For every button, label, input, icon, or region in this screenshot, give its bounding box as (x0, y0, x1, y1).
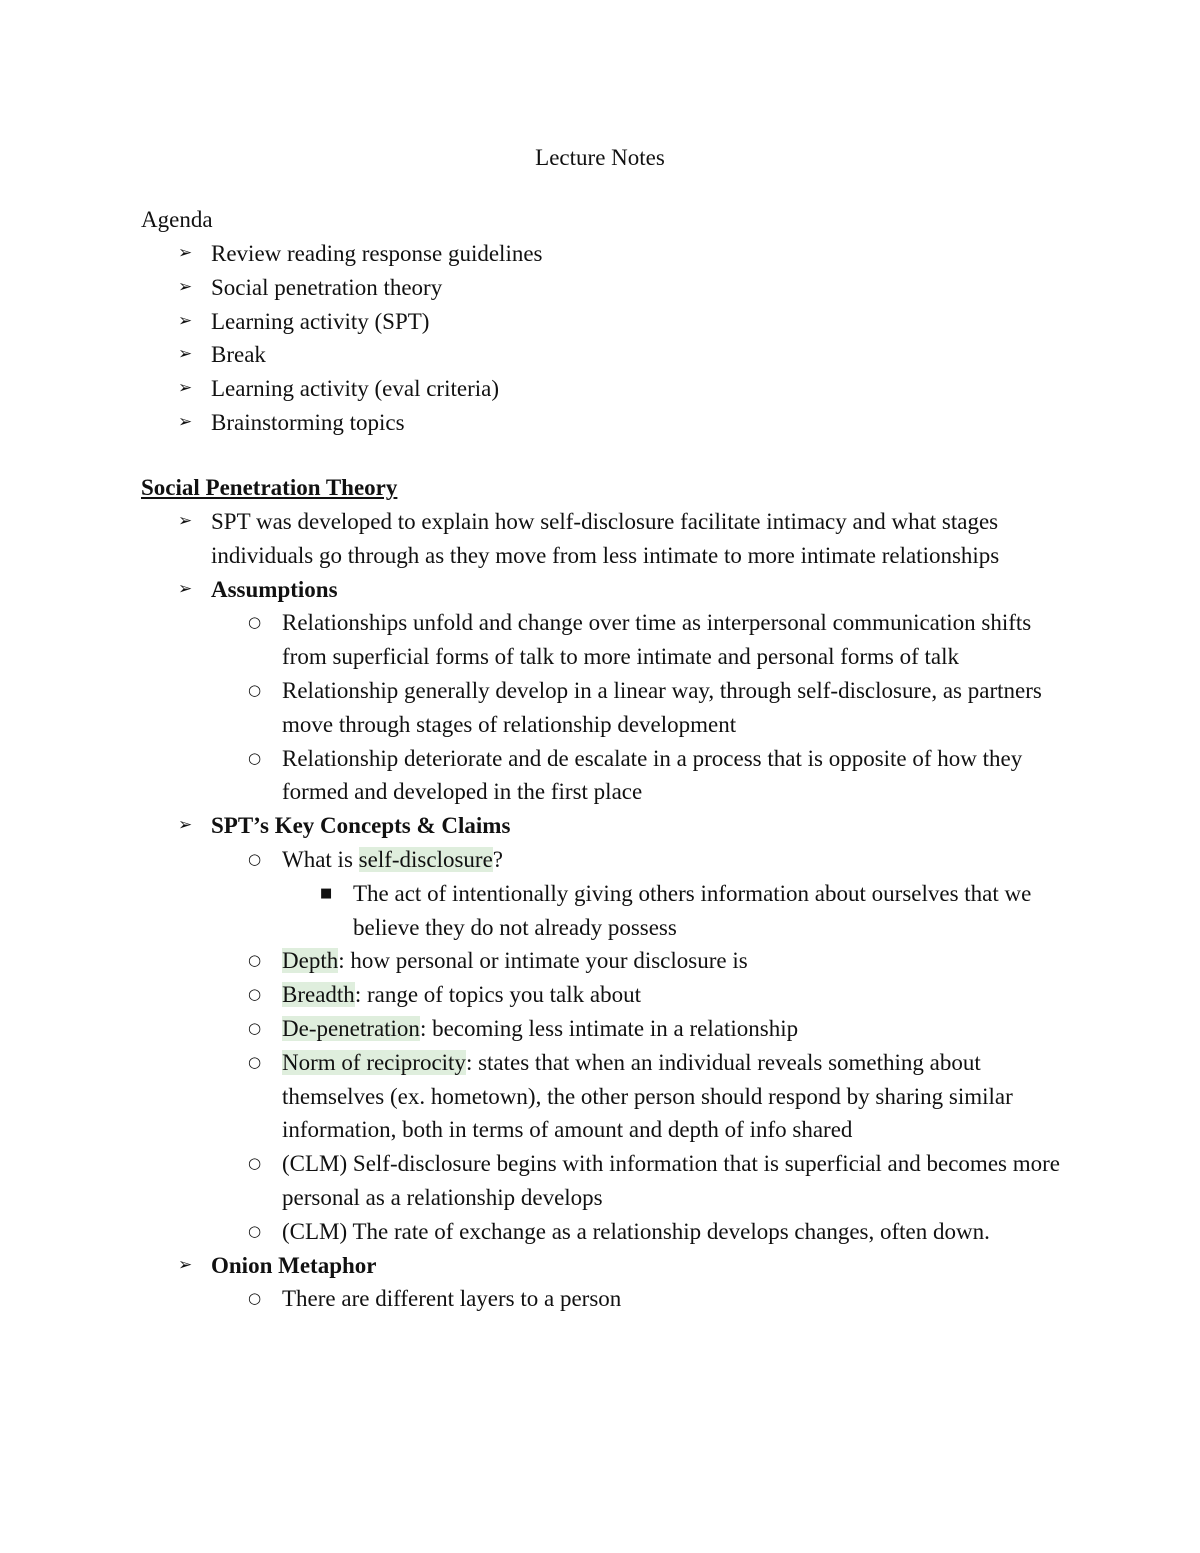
list-item: ○ De-penetration: becoming less intimate in a relationship (248, 1012, 1081, 1046)
highlighted-term: Breadth (282, 982, 355, 1008)
list-item: ➢ Learning activity (eval criteria) (178, 372, 543, 406)
concepts-list (211, 843, 1081, 1249)
list-item: ➢ Learning activity (SPT) (178, 305, 543, 339)
list-item: ➢ Review reading response guidelines (178, 237, 543, 271)
circle-bullet-icon: ○ (248, 1052, 262, 1071)
list-item: ➢ Break (178, 338, 543, 372)
highlighted-term: De-penetration (282, 1015, 420, 1041)
arrow-bullet-icon: ➢ (178, 411, 193, 432)
circle-bullet-icon: ○ (248, 680, 262, 699)
spt-intro: SPT was developed to explain how self-disclosure facilitate intimacy and what stages individuals go through as they move from less intimate to more intimate relationships (211, 509, 1000, 568)
spt-list (141, 505, 1081, 1316)
agenda-heading: Agenda (141, 207, 213, 232)
arrow-bullet-icon: ➢ (178, 276, 193, 297)
onion-heading: Onion Metaphor (211, 1252, 377, 1278)
arrow-bullet-icon: ➢ (178, 243, 193, 263)
definition-list (282, 877, 1081, 945)
page-title: Lecture Notes (535, 145, 665, 170)
circle-bullet-icon: ○ (248, 849, 262, 868)
assumptions-heading: Assumptions (211, 576, 338, 602)
spt-section (141, 471, 1081, 1316)
arrow-bullet-icon: ➢ (178, 344, 193, 365)
list-item: ○ Relationship generally develop in a linear way, through self-disclosure, as partners move through stages of relationship development (248, 674, 1081, 742)
list-item: ■ The act of intentionally giving others information about ourselves that we believe they do not already possess (318, 877, 1081, 945)
highlighted-term: Depth (282, 948, 339, 974)
onion-list (211, 1282, 1081, 1316)
list-item: ○ (CLM) Self-disclosure begins with information that is superficial and becomes more personal as a relationship develops (248, 1147, 1081, 1215)
arrow-bullet-icon: ➢ (178, 578, 193, 599)
arrow-bullet-icon: ➢ (178, 310, 193, 331)
list-item: ➢ Social penetration theory (178, 271, 543, 305)
list-item: ○ (CLM) The rate of exchange as a relationship develops changes, often down. (248, 1215, 1096, 1249)
list-item: ○ Norm of reciprocity: states that when an individual reveals something about themselves (ex. hometown), the other person should respond by sharing similar information, both in terms of amount and depth of info shared (248, 1046, 1081, 1147)
highlighted-term: self-disclosure (358, 846, 493, 872)
section-heading: Social Penetration Theory (141, 475, 398, 500)
circle-bullet-icon: ○ (248, 613, 262, 632)
assumptions-list (211, 606, 1081, 809)
arrow-bullet-icon: ➢ (178, 1254, 193, 1275)
list-item: ○ What is self-disclosure? ■ The act of intentionally giving others information about ourselves that we believe they do not already possess (248, 843, 1081, 944)
list-item: ○ There are different layers to a person (248, 1282, 1081, 1316)
arrow-bullet-icon: ➢ (178, 378, 193, 399)
arrow-bullet-icon: ➢ (178, 511, 193, 531)
circle-bullet-icon: ○ (248, 748, 262, 767)
circle-bullet-icon: ○ (248, 985, 262, 1004)
agenda-list (178, 237, 543, 440)
circle-bullet-icon: ○ (248, 1154, 262, 1173)
circle-bullet-icon: ○ (248, 951, 262, 970)
list-item: ○ Depth: how personal or intimate your disclosure is (248, 944, 1081, 978)
square-bullet-icon: ■ (320, 885, 333, 901)
list-item (178, 809, 1081, 1248)
list-item (178, 505, 1081, 573)
arrow-bullet-icon: ➢ (178, 815, 193, 836)
list-item (178, 1249, 1081, 1317)
list-item: ➢ Brainstorming topics (178, 406, 543, 440)
circle-bullet-icon: ○ (248, 1018, 262, 1037)
list-item: ○ Relationship deteriorate and de escalate in a process that is opposite of how they formed and developed in the first place (248, 742, 1081, 810)
highlighted-term: Norm of reciprocity (282, 1049, 466, 1075)
list-item: ○ Breadth: range of topics you talk about (248, 978, 1081, 1012)
circle-bullet-icon: ○ (248, 1289, 262, 1308)
circle-bullet-icon: ○ (248, 1221, 262, 1240)
concepts-heading: SPT’s Key Concepts & Claims (211, 813, 511, 839)
list-item (178, 573, 1081, 810)
list-item: ○ Relationships unfold and change over time as interpersonal communication shifts from superficial forms of talk to more intimate and personal forms of talk (248, 606, 1081, 674)
